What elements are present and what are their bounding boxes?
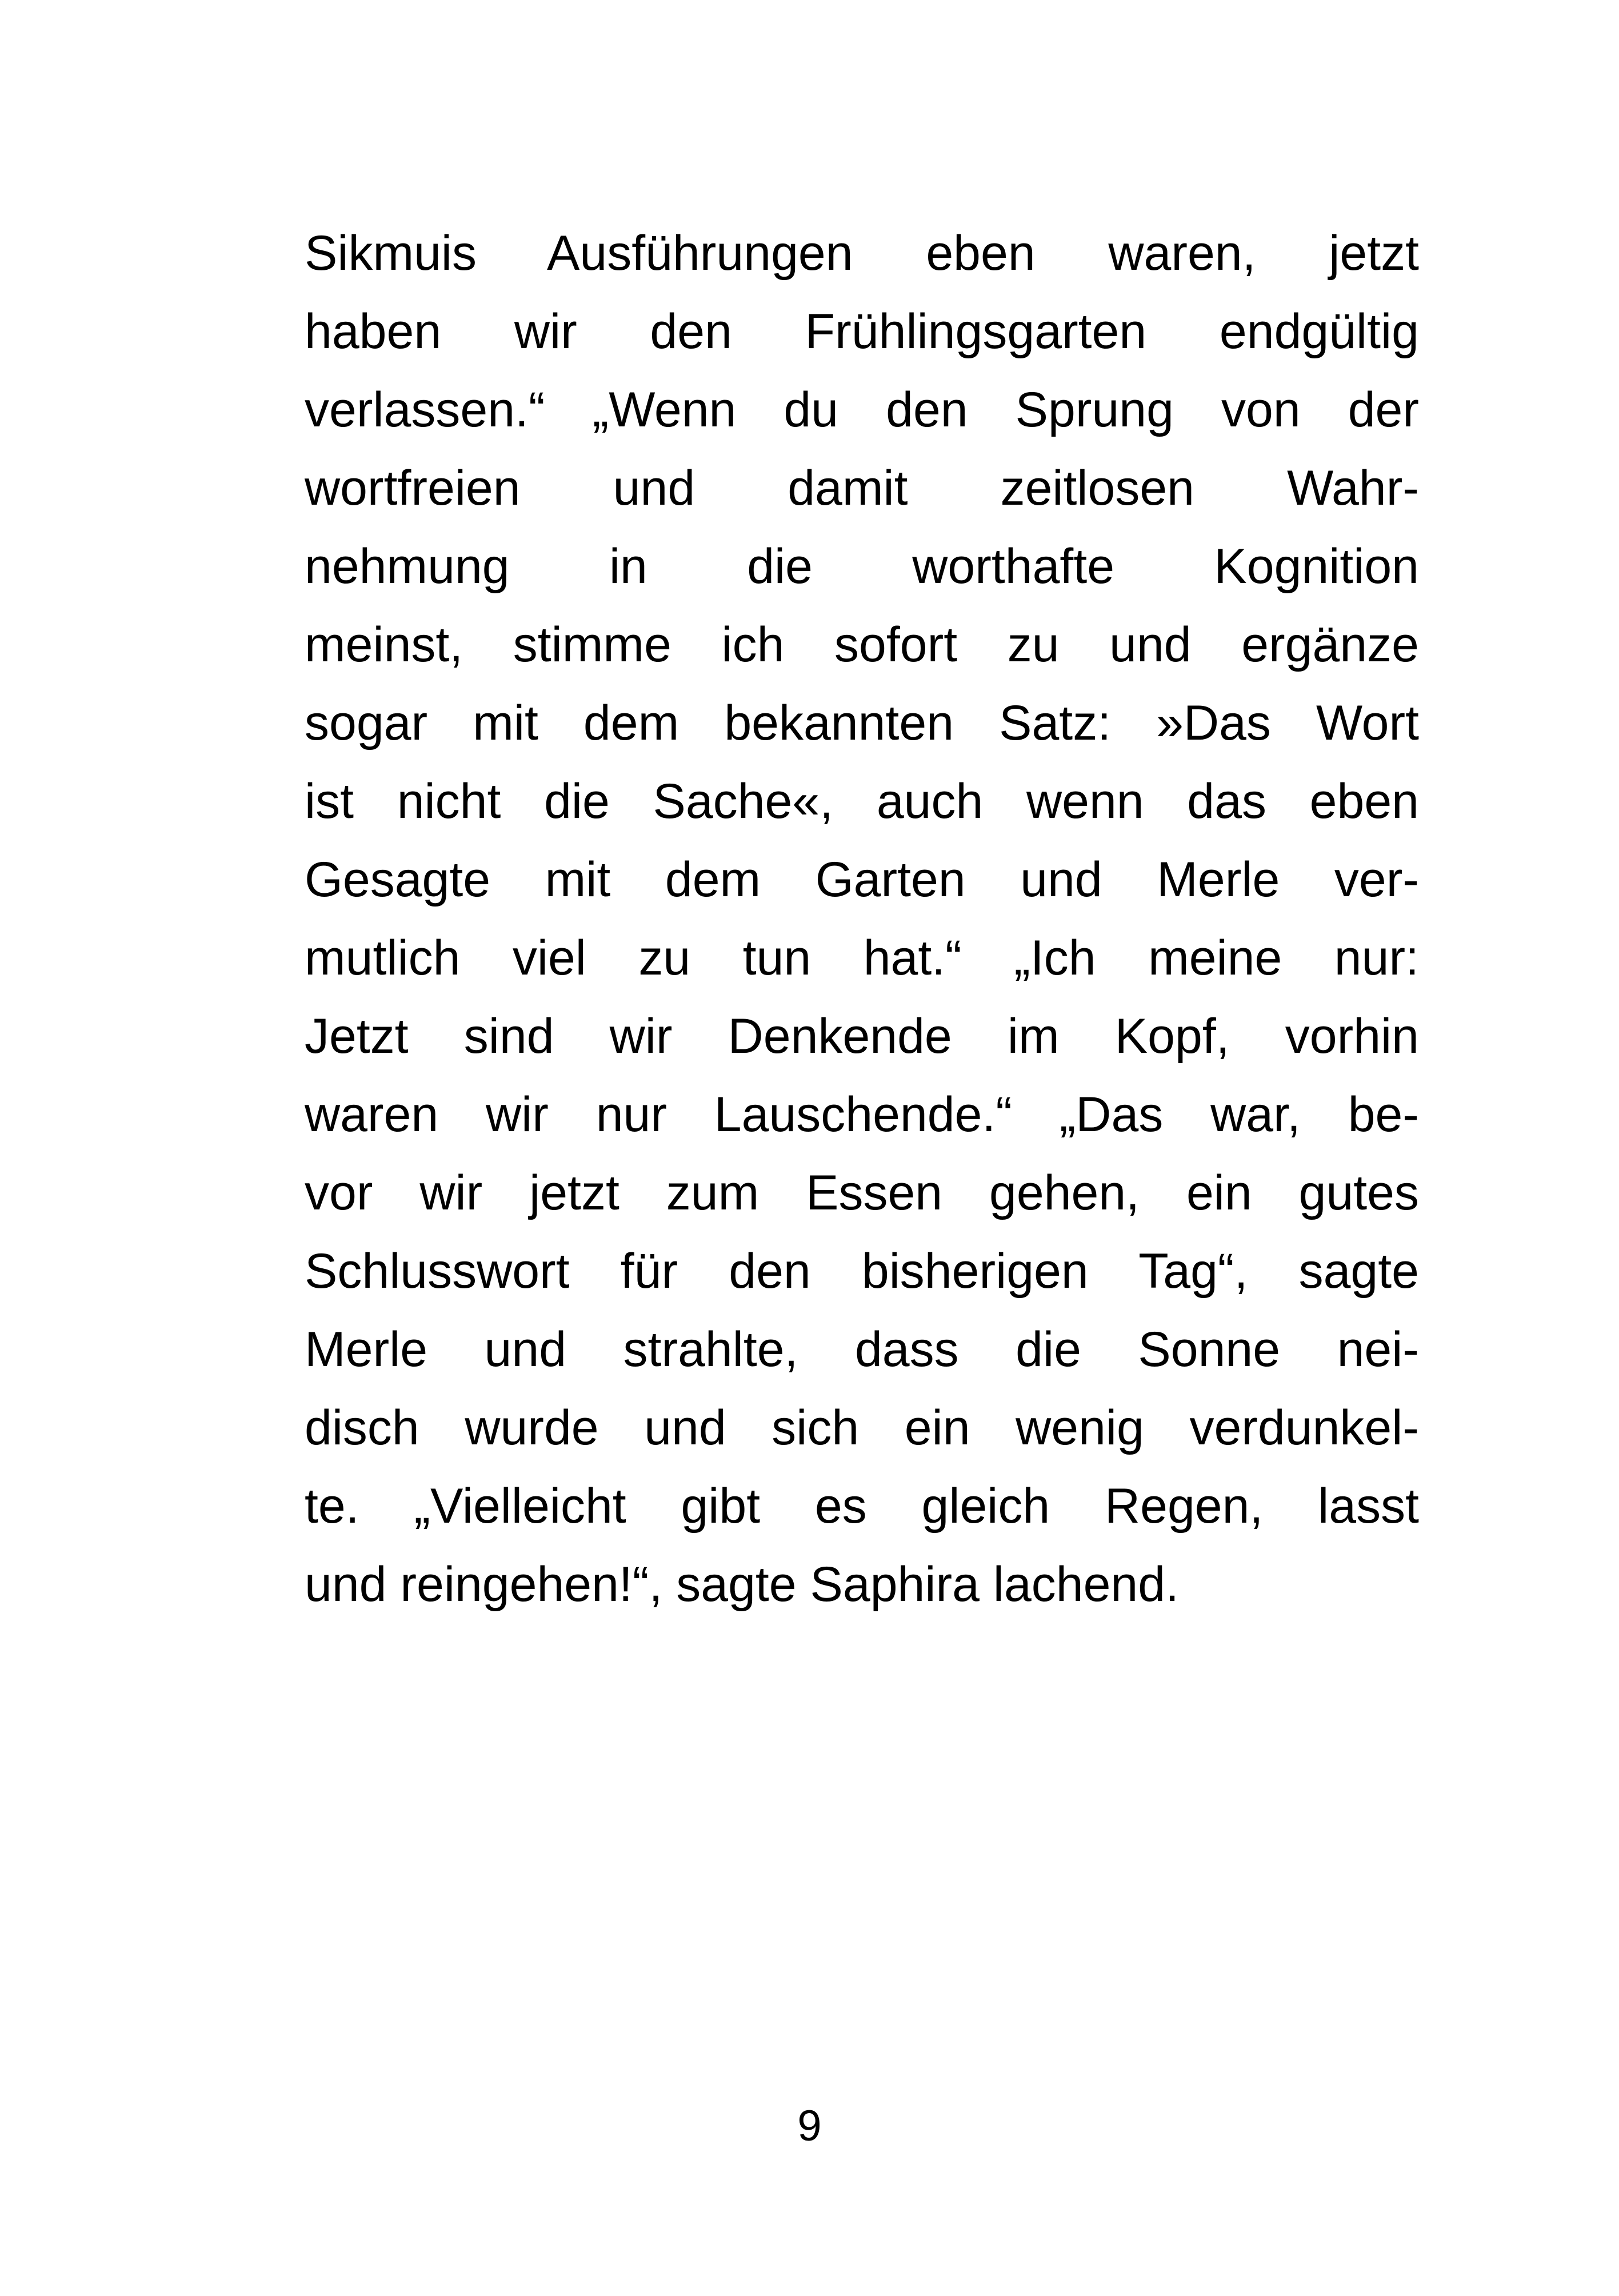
text-line: Sikmuis Ausführungen eben waren, jetzt bbox=[305, 226, 1419, 281]
text-line: Gesagte mit dem Garten und Merle ver- bbox=[305, 852, 1419, 907]
text-line: te. „Vielleicht gibt es gleich Regen, lasst bbox=[305, 1479, 1419, 1534]
text-line: nehmung in die worthafte Kognition bbox=[305, 539, 1419, 594]
text-line: wortfreien und damit zeitlosen Wahr- bbox=[305, 461, 1419, 516]
body-paragraph bbox=[305, 214, 1419, 1624]
text-line: Schlusswort für den bisherigen Tag“, sagte bbox=[305, 1244, 1419, 1299]
text-line: vor wir jetzt zum Essen gehen, ein gutes bbox=[305, 1165, 1419, 1220]
text-line: Merle und strahlte, dass die Sonne nei- bbox=[305, 1322, 1419, 1377]
text-line: mutlich viel zu tun hat.“ „Ich meine nur: bbox=[305, 931, 1419, 985]
text-line: haben wir den Frühlingsgarten endgültig bbox=[305, 304, 1419, 359]
text-line: waren wir nur Lauschende.“ „Das war, be- bbox=[305, 1087, 1419, 1142]
page-number: 9 bbox=[797, 2102, 822, 2150]
text-line: meinst, stimme ich sofort zu und ergänze bbox=[305, 617, 1419, 672]
text-line: verlassen.“ „Wenn du den Sprung von der bbox=[305, 382, 1419, 437]
text-line: sogar mit dem bekannten Satz: »Das Wort bbox=[305, 696, 1419, 750]
text-line-last: und reingehen!“, sagte Saphira lachend. bbox=[305, 1557, 1179, 1612]
text-line: disch wurde und sich ein wenig verdunkel- bbox=[305, 1400, 1419, 1455]
text-line: ist nicht die Sache«, auch wenn das eben bbox=[305, 774, 1419, 829]
text-line: Jetzt sind wir Denkende im Kopf, vorhin bbox=[305, 1009, 1419, 1064]
